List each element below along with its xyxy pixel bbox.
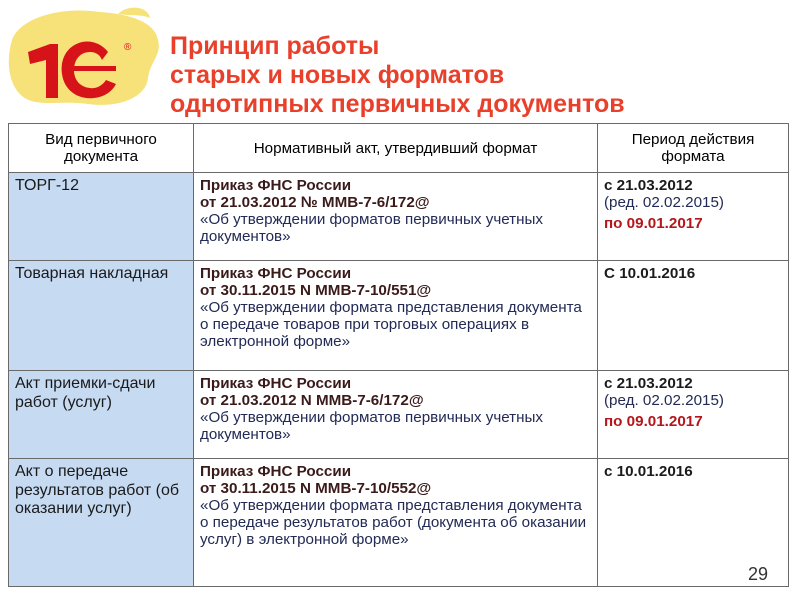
act-number: от 30.11.2015 N ММВ-7-10/552@ xyxy=(200,480,432,497)
header-doc-type: Вид первичного документа xyxy=(9,124,194,173)
act-cell xyxy=(194,173,598,261)
period-cell xyxy=(598,371,789,459)
act-number: от 21.03.2012 N ММВ-7-6/172@ xyxy=(200,392,424,409)
page-title xyxy=(170,32,625,119)
logo-1c-icon xyxy=(0,0,170,120)
title-line-1: Принцип работы xyxy=(170,32,380,60)
table-header-row xyxy=(9,124,789,173)
act-cell xyxy=(194,459,598,587)
period-from: с 10.01.2016 xyxy=(604,463,693,480)
period-to: по 09.01.2017 xyxy=(604,215,703,232)
period-cell xyxy=(598,261,789,371)
title-line-3: однотипных первичных документов xyxy=(170,90,625,118)
period-to: по 09.01.2017 xyxy=(604,413,703,430)
period-from: с 21.03.2012 xyxy=(604,177,693,194)
period-edition: (ред. 02.02.2015) xyxy=(604,194,724,211)
table-row xyxy=(9,371,789,459)
period-from: с 21.03.2012 xyxy=(604,375,693,392)
page-number: 29 xyxy=(748,564,769,584)
act-description: «Об утверждении формата представления документа о передаче результатов работ (документа об оказании услуг) в электронной форме» xyxy=(200,497,587,548)
title-line-2: старых и новых форматов xyxy=(170,61,505,89)
doc-type-cell: Акт приемки-сдачи работ (услуг) xyxy=(9,371,194,459)
header-normative-act: Нормативный акт, утвердивший формат xyxy=(194,124,598,173)
registered-mark: ® xyxy=(124,42,132,53)
period-cell xyxy=(598,173,789,261)
act-description: «Об утверждении форматов первичных учетных документов» xyxy=(200,211,544,245)
table-row xyxy=(9,173,789,261)
act-title: Приказ ФНС России xyxy=(200,177,352,194)
table-row xyxy=(9,459,789,587)
doc-type-cell: ТОРГ-12 xyxy=(9,173,194,261)
act-number: от 21.03.2012 № ММВ-7-6/172@ xyxy=(200,194,430,211)
act-cell xyxy=(194,261,598,371)
formats-table xyxy=(8,123,789,587)
period-from: С 10.01.2016 xyxy=(604,265,696,282)
act-description: «Об утверждении форматов первичных учетных документов» xyxy=(200,409,544,443)
doc-type-cell: Акт о передаче результатов работ (об оказании услуг) xyxy=(9,459,194,587)
header-period: Период действия формата xyxy=(598,124,789,173)
act-title: Приказ ФНС России xyxy=(200,375,352,392)
doc-type-cell: Товарная накладная xyxy=(9,261,194,371)
company-logo xyxy=(0,0,170,120)
period-edition: (ред. 02.02.2015) xyxy=(604,392,724,409)
table-row xyxy=(9,261,789,371)
act-description: «Об утверждении формата представления документа о передаче товаров при торговых операциях в электронной форме» xyxy=(200,299,582,350)
act-title: Приказ ФНС России xyxy=(200,265,352,282)
act-cell xyxy=(194,371,598,459)
act-title: Приказ ФНС России xyxy=(200,463,352,480)
act-number: от 30.11.2015 N ММВ-7-10/551@ xyxy=(200,282,432,299)
